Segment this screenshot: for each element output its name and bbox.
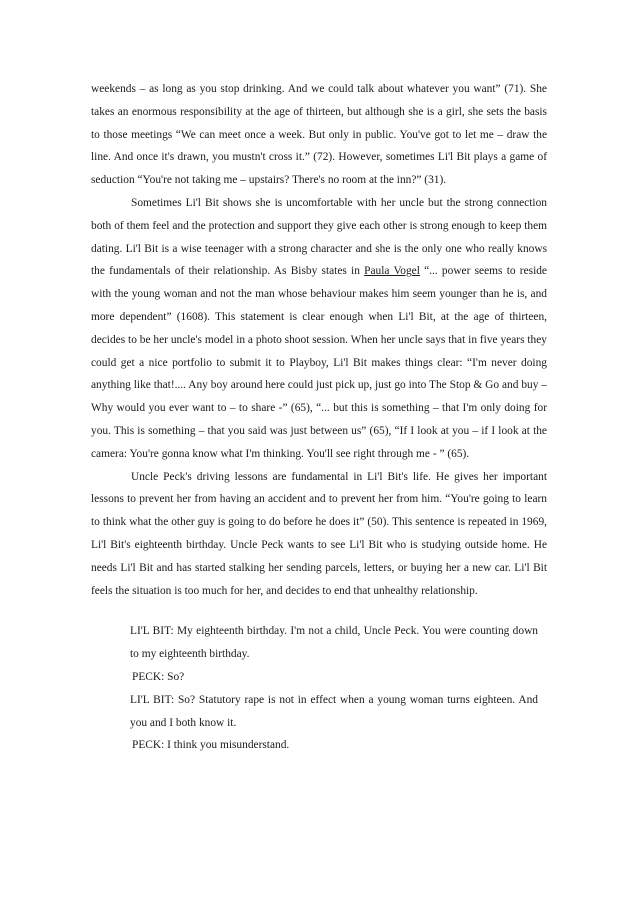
dialogue-line-peck-2 xyxy=(130,734,538,757)
dialogue-block xyxy=(130,620,538,757)
dialogue-speaker: LI'L BIT: xyxy=(130,625,174,638)
document-page xyxy=(91,78,547,757)
paragraph-2 xyxy=(91,192,547,466)
dialogue-text: My eighteenth birthday. I'm not a child, Uncle Peck. You were counting down to my eighteenth birthday. xyxy=(130,625,538,661)
dialogue-speaker: LI'L BIT: xyxy=(130,693,175,706)
dialogue-speaker: PECK: xyxy=(132,670,165,683)
paragraph-2-text-after-link: “... power seems to reside with the young woman and not the man whose behaviour makes him seem younger than he is, and more dependent” (1608). This statement is clear enough when Li'l Bit, at the age of thirteen, decides to be her uncle's model in a photo shoot session. When her uncle says that in five years they could get a nice portfolio to submit it to Playboy, Li'l Bit makes things clear: “I'm never doing anything like that!.... Any boy around here could just pick up, just go into The Stop & Go and buy – Why would you ever want to – to share -” (65), “... but this is something – that I'm only doing for you. This is something – that you said was just between us” (65), “If I look at you – if I look at the camera: You're gonna know what I'm thinking. You'll see right through me - ” (65). xyxy=(91,265,547,460)
dialogue-speaker: PECK: xyxy=(132,739,165,752)
paragraph-1: weekends – as long as you stop drinking. And we could talk about whatever you want” (71). She takes an enormous responsibility at the age of thirteen, but although she is a girl, she sets the basis to those meetings “We can meet once a week. But only in public. You've got to let me – draw the line. And once it's drawn, you mustn't cross it.” (72). However, sometimes Li'l Bit plays a game of seduction “You're not taking me – upstairs? There's no room at the inn?” (31). xyxy=(91,83,547,187)
dialogue-line-lil-bit-2 xyxy=(130,689,538,735)
paragraph-2-text-before-link: Sometimes Li'l Bit shows she is uncomfortable with her uncle but the strong connection both of them feel and the protection and support they give each other is strong enough to keep them dating. Li'l Bit is a wise teenager with a strong character and she is the only one who really knows the fundamentals of their relationship. As Bisby states in xyxy=(91,196,547,278)
dialogue-text: So? xyxy=(164,670,185,683)
dialogue-text: I think you misunderstand. xyxy=(164,739,290,752)
author-link[interactable]: Paula Vogel xyxy=(364,265,420,278)
dialogue-text: So? Statutory rape is not in effect when a young woman turns eighteen. And you and I both know it. xyxy=(130,693,538,729)
dialogue-line-lil-bit-1 xyxy=(130,620,538,666)
dialogue-line-peck-1 xyxy=(130,666,538,689)
paragraph-3: Uncle Peck's driving lessons are fundamental in Li'l Bit's life. He gives her important lessons to prevent her from having an accident and to prevent her from him. “You're going to learn to think what the other guy is going to do before he does it” (50). This sentence is repeated in 1969, Li'l Bit's eighteenth birthday. Uncle Peck wants to see Li'l Bit who is studying outside home. He needs Li'l Bit and has started stalking her sending parcels, letters, or buying her a new car. Li'l Bit feels the situation is too much for her, and decides to end that unhealthy relationship. xyxy=(91,470,547,597)
